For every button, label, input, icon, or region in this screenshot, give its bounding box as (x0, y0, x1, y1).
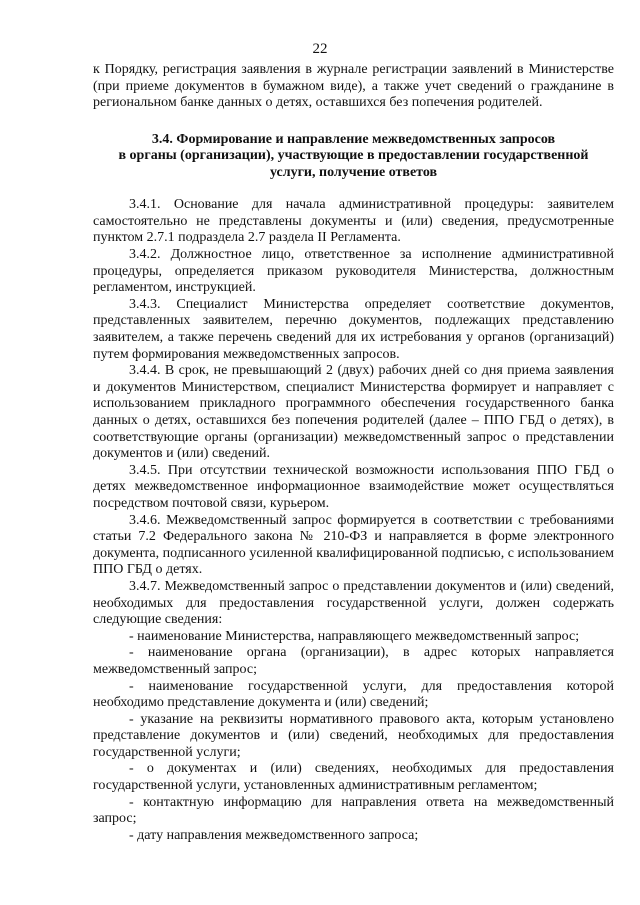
list-item: - дату направления межведомственного запроса; (129, 827, 419, 843)
paragraph-3-4-1: 3.4.1. Основание для начала административной процедуры: заявителем самостоятельно не представлены документы и (или) сведения, предусмотренные пунктом 2.7.1 подраздела 2.7 раздела II Регламента. (93, 197, 614, 246)
heading-line: в органы (организации), участвующие в предоставлении государственной (118, 148, 589, 164)
paragraph-3-4-3: 3.4.3. Специалист Министерства определяет соответствие документов, представленных заявителем, перечню документов, подлежащих представлению заявителем, а также перечень сведений для их истребования у органов (организаций) путем формирования межведомственных запросов. (93, 296, 614, 362)
list-item: - наименование Министерства, направляющего межведомственный запрос; (129, 628, 580, 644)
list-item: - о документах и (или) сведениях, необходимых для предоставления государственной услуги, установленных административным регламентом; (93, 761, 614, 794)
list-item: - указание на реквизиты нормативного правового акта, которым установлено представление документов и (или) сведений, необходимых для предоставления государственной услуги; (93, 711, 614, 760)
list-item: - контактную информацию для направления ответа на межведомственный запрос; (93, 794, 614, 827)
heading-line: 3.4. Формирование и направление межведомственных запросов (151, 131, 556, 147)
page-number: 22 (312, 41, 328, 57)
heading-line: услуги, получение ответов (269, 164, 438, 180)
document-body (93, 62, 614, 844)
list-item: - наименование органа (организации), в адрес которых направляется межведомственный запрос; (93, 645, 614, 677)
paragraph-3-4-5: 3.4.5. При отсутствии технической возможности использования ППО ГБД о детях межведомственное информационное взаимодействие может осуществляться посредством почтовой связи, курьером. (93, 462, 614, 511)
list-item: - наименование государственной услуги, для предоставления которой необходимо представление документа и (или) сведений; (93, 678, 614, 711)
section-heading (93, 132, 614, 182)
paragraph-3-4-6: 3.4.6. Межведомственный запрос формируется в соответствии с требованиями статьи 7.2 Федерального закона № 210-ФЗ и направляется в форме электронного документа, подписанного усиленной квалифицированной подписью, с использованием ППО ГБД о детях. (93, 512, 614, 578)
paragraph-3-4-7: 3.4.7. Межведомственный запрос о представлении документов и (или) сведений, необходимых для предоставления государственной услуги, должен содержать следующие сведения: (93, 578, 614, 628)
paragraph-3-4-4: 3.4.4. В срок, не превышающий 2 (двух) рабочих дней со дня приема заявления и документов Министерством, специалист Министерства формирует и направляет с использованием прикладного программного обеспечения государственного банка данных о детях, оставшихся без попечения родителей (далее – ППО ГБД о детях), в соответствующие органы (организации) межведомственный запрос о представлении документов и (или) сведений. (93, 363, 614, 462)
intro-paragraph: к Порядку, регистрация заявления в журнале регистрации заявлений в Министерстве (при приеме документов в бумажном виде), а также учет сведений о гражданине в региональном банке данных о детях, оставшихся без попечения родителей. (93, 62, 614, 111)
paragraph-3-4-2: 3.4.2. Должностное лицо, ответственное за исполнение административной процедуры, определяется приказом руководителя Министерства, должностным регламентом, инструкцией. (93, 247, 614, 296)
